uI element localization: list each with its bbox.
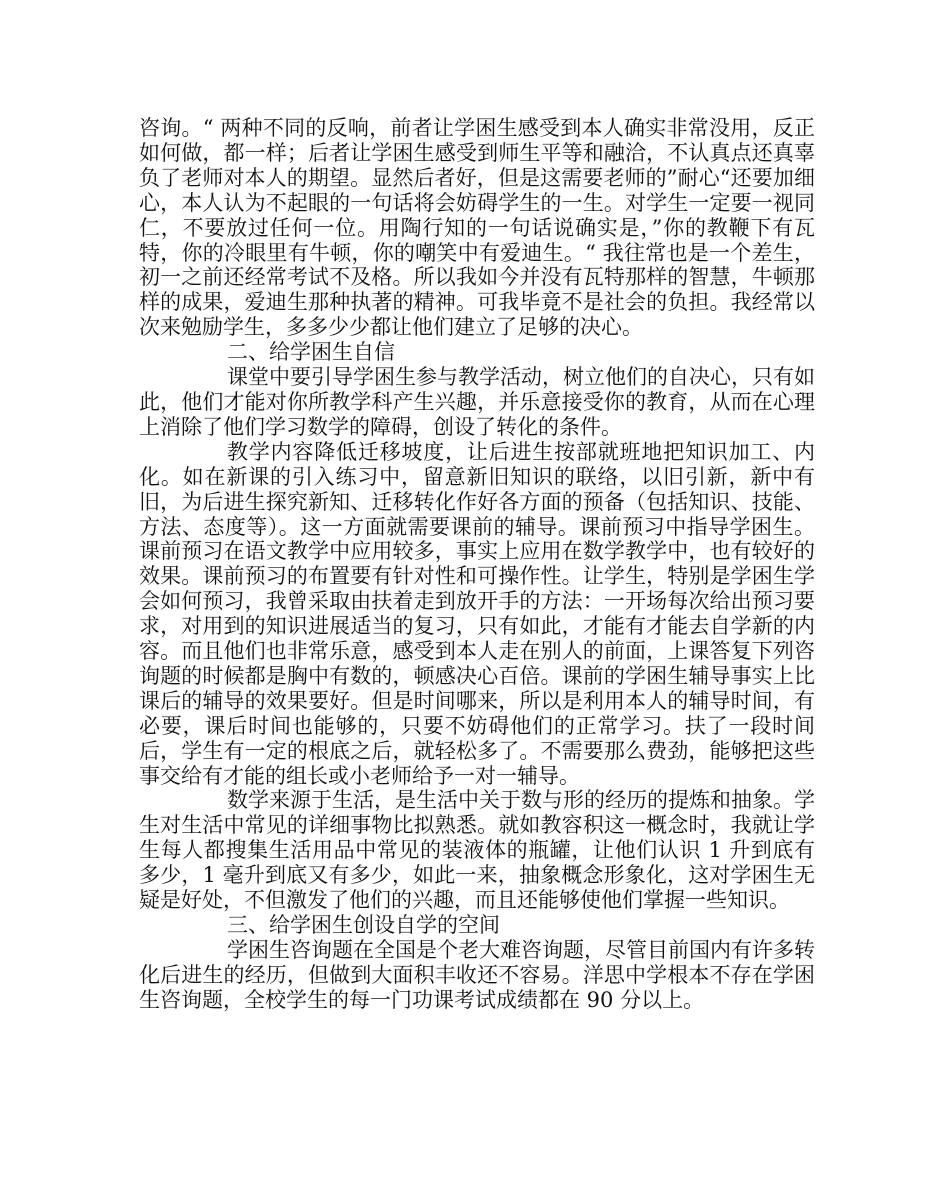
- paragraph-teaching-content: 教学内容降低迁移坡度，让后进生按部就班地把知识加工、内化。如在新课的引入练习中，留意新旧知识的联络，以旧引新，新中有旧，为后进生探究新知、迁移转化作好各方面的预备（包括知识、技能、方法、态度等）。这一方面就需要课前的辅导。课前预习中指导学困生。课前预习在语文教学中应用较多，事实上应用在数学教学中，也有较好的效果。课前预习的布置要有针对性和可操作性。让学生，特别是学困生学会如何预习，我曾采取由扶着走到放开手的方法：一开场每次给出预习要求，对用到的知识进展适当的复习，只有如此，才能有才能去自学新的内容。而且他们也非常乐意，感受到本人走在别人的前面，上课答复下列咨询题的时候都是胸中有数的，顿感决心百倍。课前的学困生辅导事实上比课后的辅导的效果要好。但是时间哪来，所以是利用本人的辅导时间，有必要，课后时间也能够的，只要不妨碍他们的正常学习。扶了一段时间后，学生有一定的根底之后，就轻松多了。不需要那么费劲，能够把这些事交给有才能的组长或小老师给予一对一辅导。: [139, 439, 815, 788]
- paragraph-intro: 咨询。“ 两种不同的反响，前者让学困生感受到本人确实非常没用，反正如何做，都一样；后者让学困生感受到师生平等和融洽，不认真点还真辜负了老师对本人的期望。显然后者好，但是这需要老师的”耐心“还要加细心，本人认为不起眼的一句话将会妨碍学生的一生。对学生一定要一视同仁，不要放过任何一位。用陶行知的一句话说确实是，”你的教鞭下有瓦特，你的冷眼里有牛顿，你的嘲笑中有爱迪生。“ 我往常也是一个差生，初一之前还经常考试不及格。所以我如今并没有瓦特那样的智慧，牛顿那样的成果，爱迪生那种执著的精神。可我毕竟不是社会的负担。我经常以次来勉励学生，多多少少都让他们建立了足够的决心。: [139, 116, 815, 340]
- paragraph-self-study: 学困生咨询题在全国是个老大难咨询题，尽管目前国内有许多转化后进生的经历，但做到大面积丰收还不容易。洋思中学根本不存在学困生咨询题，全校学生的每一门功课考试成绩都在 90 分以上。: [139, 937, 815, 1012]
- section-heading-2: 二、给学困生自信: [227, 340, 395, 365]
- section-heading-3: 三、给学困生创设自学的空间: [227, 913, 500, 937]
- paragraph-confidence: 课堂中要引导学困生参与教学活动，树立他们的自决心，只有如此，他们才能对你所教学科产生兴趣，并乐意接受你的教育，从而在心理上消除了他们学习数学的障碍，创设了转化的条件。: [139, 365, 815, 439]
- paragraph-math-life: 数学来源于生活，是生活中关于数与形的经历的提炼和抽象。学生对生活中常见的详细事物比拟熟悉。就如教容积这一概念时，我就让学生每人都搜集生活用品中常见的装液体的瓶罐，让他们认识 1 升到底有多少，1 毫升到底又有多少，如此一来，抽象概念形象化，这对学困生无疑是好处，不但激发了他们的兴趣，而且还能够使他们掌握一些知识。: [139, 788, 815, 913]
- document-page: [139, 116, 815, 1013]
